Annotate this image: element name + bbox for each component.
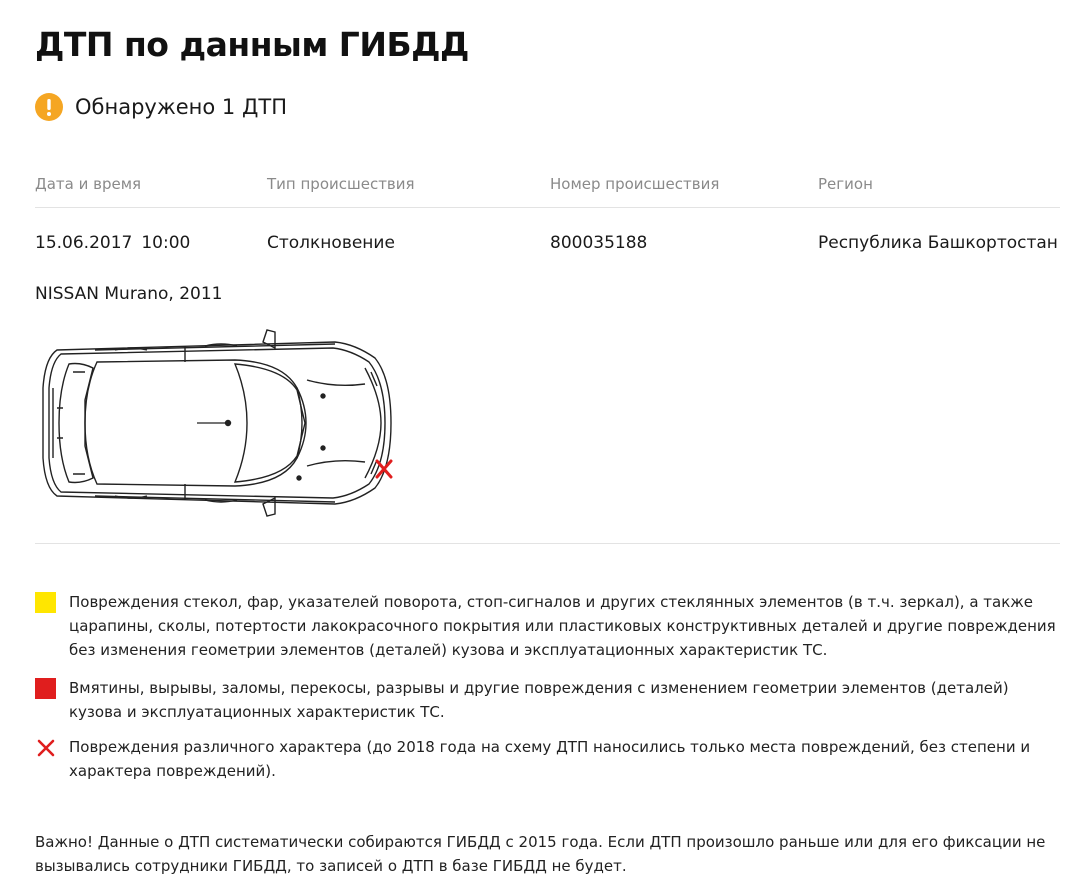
alert-text: Обнаружено 1 ДТП: [75, 95, 287, 119]
legend-item-cross: [35, 735, 1065, 783]
header-date: Дата и время: [35, 175, 142, 193]
cell-number: 800035188: [550, 233, 648, 253]
cell-datetime: [35, 233, 190, 253]
vehicle-name: NISSAN Murano, 2011: [35, 284, 223, 304]
accident-count-alert: [35, 92, 287, 122]
legend-text: Повреждения различного характера (до 2018 года на схему ДТП наносились только места повреждений, без степени и характера повреждений).: [69, 738, 1031, 780]
red-x-icon: [36, 738, 56, 758]
warning-circle-icon: [35, 93, 63, 121]
header-type: Тип происшествия: [267, 175, 415, 193]
table-header-divider: [35, 207, 1060, 208]
legend-item-red: [35, 676, 1065, 724]
header-region: Регион: [818, 175, 873, 193]
page-title: ДТП по данным ГИБДД: [35, 25, 469, 64]
important-note: Важно! Данные о ДТП систематически собираются ГИБДД с 2015 года. Если ДТП произошло раньше или для его фиксации не вызывались сотрудники ГИБДД, то записей о ДТП в базе ГИБДД не будет.: [35, 833, 1046, 875]
legend-text: Повреждения стекол, фар, указателей поворота, стоп-сигналов и других стеклянных элементов (в т.ч. зеркал), а также царапины, сколы, потертости лакокрасочного покрытия или пластиковых конструктивных деталей и другие повреждения без изменения геометрии элементов (деталей) кузова и эксплуатационных характеристик ТС.: [69, 593, 1056, 659]
red-swatch-icon: [35, 678, 56, 699]
cell-date: 15.06.2017: [35, 233, 133, 253]
legend-text: Вмятины, вырывы, заломы, перекосы, разрывы и другие повреждения с изменением геометрии элементов (деталей) кузова и эксплуатационных характеристик ТС.: [69, 679, 1009, 721]
legend-item-yellow: [35, 590, 1065, 662]
cell-region: Республика Башкортостан: [818, 233, 1058, 253]
cell-type: Столкновение: [267, 233, 395, 253]
red-x-icon: [377, 461, 391, 477]
section-divider: [35, 543, 1060, 544]
car-top-view-diagram: [35, 328, 400, 518]
yellow-swatch-icon: [35, 592, 56, 613]
header-number: Номер происшествия: [550, 175, 720, 193]
cell-time: 10:00: [141, 233, 191, 253]
